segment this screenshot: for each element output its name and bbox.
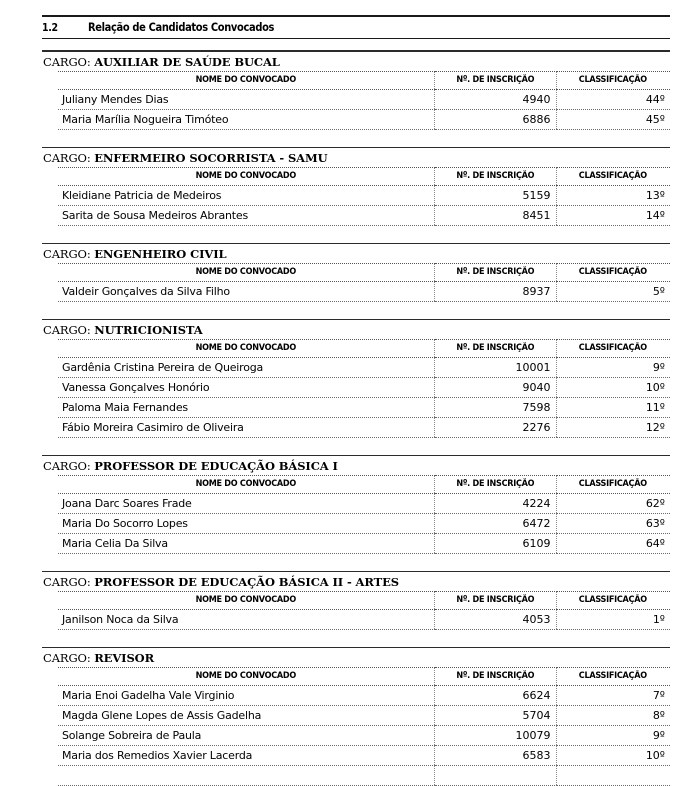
cell-name: Gardênia Cristina Pereira de Queiroga [58, 358, 434, 378]
cargo-section [42, 319, 670, 438]
table-header-row [58, 668, 670, 686]
column-header-name [58, 476, 434, 494]
table-row [58, 90, 670, 110]
column-header-inscription-text: Nº. DE INSCRIÇÃO [456, 267, 534, 277]
column-header-inscription [434, 168, 556, 186]
cell-classification: 10º [556, 378, 670, 398]
column-header-name [58, 668, 434, 686]
cell-name: Maria Enoi Gadelha Vale Virginio [58, 686, 434, 706]
cell-classification: 62º [556, 494, 670, 514]
convocados-table [58, 263, 670, 302]
column-header-name [58, 592, 434, 610]
table-header-row [58, 592, 670, 610]
table-row [58, 110, 670, 130]
column-header-name [58, 72, 434, 90]
page-title: Relação de Candidatos Convocados [88, 20, 275, 34]
cell-name: Maria Do Socorro Lopes [58, 514, 434, 534]
column-header-classification [556, 168, 670, 186]
cargo-heading [42, 648, 670, 667]
column-header-name [58, 168, 434, 186]
table-row [58, 186, 670, 206]
cargo-section [42, 647, 670, 786]
column-header-classification-text: CLASSIFICAÇÃO [579, 479, 648, 489]
cell-name: Maria dos Remedios Xavier Lacerda [58, 746, 434, 766]
section-title-bar [42, 15, 670, 39]
column-header-classification-text: CLASSIFICAÇÃO [579, 171, 648, 181]
column-header-inscription-text: Nº. DE INSCRIÇÃO [456, 595, 534, 605]
cargo-title: PROFESSOR DE EDUCAÇÃO BÁSICA I [94, 459, 338, 473]
cell-classification: 8º [556, 706, 670, 726]
table-header-row [58, 72, 670, 90]
cell-empty [58, 766, 434, 786]
cell-inscription: 7598 [434, 398, 556, 418]
cargo-sections-container [0, 51, 700, 786]
cargo-label: CARGO: [43, 247, 95, 261]
convocados-table [58, 591, 670, 630]
table-header-row [58, 476, 670, 494]
cell-inscription: 9040 [434, 378, 556, 398]
cell-empty [434, 766, 556, 786]
top-spacer [0, 0, 700, 15]
cargo-title: ENGENHEIRO CIVIL [94, 247, 227, 261]
table-row [58, 358, 670, 378]
cargo-section [42, 147, 670, 226]
column-header-inscription [434, 668, 556, 686]
convocados-table [58, 167, 670, 226]
cargo-heading [42, 320, 670, 339]
column-header-name-text: NOME DO CONVOCADO [195, 75, 296, 85]
column-header-classification [556, 340, 670, 358]
column-header-inscription [434, 340, 556, 358]
cell-classification: 10º [556, 746, 670, 766]
cell-inscription: 5159 [434, 186, 556, 206]
cell-classification: 45º [556, 110, 670, 130]
cargo-section [42, 51, 670, 130]
column-header-name-text: NOME DO CONVOCADO [195, 267, 296, 277]
cargo-title: PROFESSOR DE EDUCAÇÃO BÁSICA II - ARTES [94, 575, 399, 589]
column-header-classification-text: CLASSIFICAÇÃO [579, 75, 648, 85]
cell-classification: 7º [556, 686, 670, 706]
column-header-classification [556, 476, 670, 494]
cell-name: Maria Marília Nogueira Timóteo [58, 110, 434, 130]
column-header-classification [556, 264, 670, 282]
table-row [58, 610, 670, 630]
cargo-heading [42, 148, 670, 167]
section-gap [0, 302, 700, 319]
section-gap [0, 630, 700, 647]
cargo-label: CARGO: [43, 459, 95, 473]
table-row [58, 706, 670, 726]
cell-inscription: 10079 [434, 726, 556, 746]
cargo-heading [42, 52, 670, 71]
table-row [58, 514, 670, 534]
cargo-title: ENFERMEIRO SOCORRISTA - SAMU [94, 151, 328, 165]
cell-classification: 1º [556, 610, 670, 630]
cell-classification: 12º [556, 418, 670, 438]
cell-name: Magda Glene Lopes de Assis Gadelha [58, 706, 434, 726]
table-row [58, 686, 670, 706]
column-header-inscription-text: Nº. DE INSCRIÇÃO [456, 171, 534, 181]
section-gap [0, 130, 700, 147]
convocados-table [58, 667, 670, 786]
convocados-table [58, 475, 670, 554]
table-row [58, 746, 670, 766]
column-header-name [58, 340, 434, 358]
cell-name: Kleidiane Patricia de Medeiros [58, 186, 434, 206]
cell-inscription: 8937 [434, 282, 556, 302]
cell-name: Valdeir Gonçalves da Silva Filho [58, 282, 434, 302]
cell-classification: 5º [556, 282, 670, 302]
cell-inscription: 6886 [434, 110, 556, 130]
cell-name: Paloma Maia Fernandes [58, 398, 434, 418]
table-row [58, 206, 670, 226]
cargo-heading [42, 572, 670, 591]
column-header-inscription-text: Nº. DE INSCRIÇÃO [456, 671, 534, 681]
cell-inscription: 6472 [434, 514, 556, 534]
cell-inscription: 8451 [434, 206, 556, 226]
cell-empty [556, 766, 670, 786]
cargo-label: CARGO: [43, 55, 95, 69]
table-row [58, 534, 670, 554]
column-header-classification-text: CLASSIFICAÇÃO [579, 267, 648, 277]
column-header-classification [556, 668, 670, 686]
cell-name: Fábio Moreira Casimiro de Oliveira [58, 418, 434, 438]
convocados-table [58, 71, 670, 130]
table-empty-row [58, 766, 670, 786]
title-underline-rule [42, 39, 670, 51]
column-header-inscription [434, 592, 556, 610]
section-gap [0, 438, 700, 455]
table-header-row [58, 168, 670, 186]
table-header-row [58, 264, 670, 282]
cell-name: Joana Darc Soares Frade [58, 494, 434, 514]
column-header-inscription [434, 476, 556, 494]
cargo-label: CARGO: [43, 151, 95, 165]
column-header-name-text: NOME DO CONVOCADO [195, 343, 296, 353]
column-header-classification [556, 592, 670, 610]
cell-inscription: 2276 [434, 418, 556, 438]
table-row [58, 378, 670, 398]
cell-inscription: 6109 [434, 534, 556, 554]
cell-name: Solange Sobreira de Paula [58, 726, 434, 746]
cell-inscription: 4053 [434, 610, 556, 630]
column-header-name-text: NOME DO CONVOCADO [195, 671, 296, 681]
table-header-row [58, 340, 670, 358]
cell-inscription: 5704 [434, 706, 556, 726]
cargo-heading [42, 456, 670, 475]
cargo-section [42, 571, 670, 630]
column-header-classification [556, 72, 670, 90]
table-row [58, 282, 670, 302]
cell-classification: 11º [556, 398, 670, 418]
convocados-table [58, 339, 670, 438]
cell-name: Maria Celia Da Silva [58, 534, 434, 554]
column-header-name-text: NOME DO CONVOCADO [195, 595, 296, 605]
section-number: 1.2 [42, 21, 58, 34]
cargo-title: NUTRICIONISTA [94, 323, 203, 337]
column-header-inscription-text: Nº. DE INSCRIÇÃO [456, 479, 534, 489]
column-header-name [58, 264, 434, 282]
cell-inscription: 10001 [434, 358, 556, 378]
cell-classification: 64º [556, 534, 670, 554]
section-gap [0, 226, 700, 243]
section-gap [0, 554, 700, 571]
cargo-label: CARGO: [43, 651, 95, 665]
column-header-name-text: NOME DO CONVOCADO [195, 171, 296, 181]
table-row [58, 398, 670, 418]
cell-classification: 14º [556, 206, 670, 226]
cargo-title: REVISOR [94, 651, 155, 665]
cell-classification: 63º [556, 514, 670, 534]
cell-name: Vanessa Gonçalves Honório [58, 378, 434, 398]
cargo-title: AUXILIAR DE SAÚDE BUCAL [94, 55, 280, 69]
cell-inscription: 4224 [434, 494, 556, 514]
cargo-label: CARGO: [43, 575, 95, 589]
table-row [58, 418, 670, 438]
column-header-inscription-text: Nº. DE INSCRIÇÃO [456, 75, 534, 85]
cell-classification: 44º [556, 90, 670, 110]
column-header-classification-text: CLASSIFICAÇÃO [579, 343, 648, 353]
cell-classification: 9º [556, 726, 670, 746]
cell-name: Sarita de Sousa Medeiros Abrantes [58, 206, 434, 226]
cargo-section [42, 455, 670, 554]
column-header-inscription-text: Nº. DE INSCRIÇÃO [456, 343, 534, 353]
cargo-label: CARGO: [43, 323, 95, 337]
column-header-inscription [434, 72, 556, 90]
cell-classification: 9º [556, 358, 670, 378]
cargo-heading [42, 244, 670, 263]
cell-name: Janilson Noca da Silva [58, 610, 434, 630]
column-header-classification-text: CLASSIFICAÇÃO [579, 595, 648, 605]
table-row [58, 726, 670, 746]
cargo-section [42, 243, 670, 302]
cell-name: Juliany Mendes Dias [58, 90, 434, 110]
cell-classification: 13º [556, 186, 670, 206]
column-header-classification-text: CLASSIFICAÇÃO [579, 671, 648, 681]
cell-inscription: 6624 [434, 686, 556, 706]
cell-inscription: 6583 [434, 746, 556, 766]
cell-inscription: 4940 [434, 90, 556, 110]
column-header-inscription [434, 264, 556, 282]
table-row [58, 494, 670, 514]
column-header-name-text: NOME DO CONVOCADO [195, 479, 296, 489]
